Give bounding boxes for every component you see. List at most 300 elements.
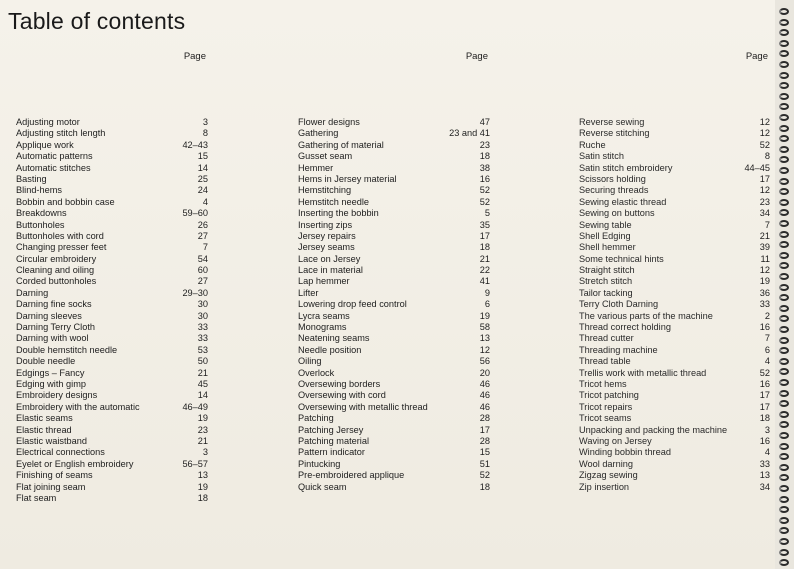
entry-page-number: 12 (759, 185, 770, 196)
page-column-header: Page (465, 51, 488, 62)
entry-title: Double hemstitch needle (16, 344, 118, 355)
entry-title: Patching Jersey (298, 424, 364, 435)
entry-page-number: 52 (479, 196, 490, 207)
binding-coil (779, 315, 789, 322)
binding-coil (779, 231, 789, 238)
index-entry (579, 254, 770, 265)
index-entry (16, 470, 208, 481)
index-entry (298, 163, 490, 174)
binding-coil (779, 337, 789, 344)
index-entry (16, 402, 208, 413)
index-entry (16, 299, 208, 310)
binding-coil (779, 156, 789, 163)
entry-page-number: 24 (197, 185, 208, 196)
index-entry (579, 128, 770, 139)
entry-page-number: 4 (202, 196, 208, 207)
entry-title: Reverse sewing (579, 117, 645, 127)
page-column-header: Page (745, 51, 768, 62)
entry-title: Sewing on buttons (579, 208, 655, 219)
entry-page-number: 30 (197, 299, 208, 310)
entry-title: Basting (16, 173, 47, 184)
entry-page-number: 4 (764, 447, 770, 458)
binding-coil (779, 474, 789, 481)
entry-title: Straight stitch (579, 265, 635, 276)
index-entry (579, 333, 770, 344)
entry-page-number: 58 (479, 322, 490, 333)
entry-title: Tricot hems (579, 378, 627, 389)
entry-title: Eyelet or English embroidery (16, 458, 134, 469)
index-column-1 (16, 50, 208, 504)
entry-title: Threading machine (579, 344, 658, 355)
entry-page-number: 13 (197, 470, 208, 481)
index-entry (579, 140, 770, 151)
entry-title: Quick seam (298, 481, 347, 492)
entry-title: Breakdowns (16, 208, 67, 219)
index-entry (16, 128, 208, 139)
entry-page-number: 22 (479, 265, 490, 276)
entry-title: Flat seam (16, 492, 57, 503)
binding-coil (779, 358, 789, 365)
index-entry (579, 197, 770, 208)
index-entry (298, 368, 490, 379)
entry-title: Satin stitch (579, 151, 624, 162)
entry-title: Edging with gimp (16, 378, 86, 389)
entry-title: Oversewing with cord (298, 390, 386, 401)
entry-title: Oiling (298, 356, 322, 367)
entry-page-number: 29–30 (182, 287, 208, 298)
index-entry (298, 413, 490, 424)
entry-page-number: 16 (759, 378, 770, 389)
index-entry (579, 436, 770, 447)
binding-coil (779, 178, 789, 185)
binding-coil (779, 559, 789, 566)
entry-page-number: 51 (479, 458, 490, 469)
binding-coil (779, 135, 789, 142)
entry-title: Tricot seams (579, 413, 632, 424)
entry-page-number: 44–45 (744, 162, 770, 173)
entry-page-number: 23 (759, 196, 770, 207)
entry-title: Thread correct holding (579, 322, 671, 333)
entry-page-number: 17 (479, 424, 490, 435)
entry-page-number: 18 (197, 492, 208, 503)
entry-page-number: 52 (479, 470, 490, 481)
entry-page-number: 12 (759, 117, 770, 127)
entry-page-number: 17 (759, 401, 770, 412)
entry-title: Ruche (579, 139, 606, 150)
entry-page-number: 38 (479, 162, 490, 173)
index-entry (579, 311, 770, 322)
entry-page-number: 19 (479, 310, 490, 321)
index-entry (298, 299, 490, 310)
entry-title: Circular embroidery (16, 253, 97, 264)
entry-page-number: 17 (759, 390, 770, 401)
index-entry (16, 288, 208, 299)
entry-page-number: 54 (197, 253, 208, 264)
binding-coil (779, 188, 789, 195)
entry-title: Hemstitching (298, 185, 352, 196)
entry-page-number: 46 (479, 378, 490, 389)
page-column-header: Page (183, 51, 206, 62)
binding-coil (779, 61, 789, 68)
entry-title: Winding bobbin thread (579, 447, 671, 458)
index-entry (579, 413, 770, 424)
index-entry (298, 117, 490, 128)
page-title: Table of contents (8, 8, 186, 34)
binding-coil (779, 411, 789, 418)
binding-coil (779, 103, 789, 110)
binding-coil (779, 72, 789, 79)
index-entry (16, 265, 208, 276)
entry-title: Satin stitch embroidery (579, 162, 673, 173)
entry-page-number: 18 (759, 413, 770, 424)
binding-coil (779, 220, 789, 227)
binding-coil (779, 506, 789, 513)
entry-title: Bobbin and bobbin case (16, 196, 115, 207)
entry-title: Darning Terry Cloth (16, 322, 95, 333)
entry-title: Inserting zips (298, 219, 353, 230)
entry-title: Hemmer (298, 162, 334, 173)
binding-coil (779, 347, 789, 354)
entry-page-number: 47 (479, 117, 490, 127)
entry-title: Edgings – Fancy (16, 367, 85, 378)
entry-title: Lap hemmer (298, 276, 350, 287)
entry-page-number: 46–49 (182, 401, 208, 412)
binding-coil (779, 294, 789, 301)
entry-page-number: 23 (479, 139, 490, 150)
entry-title: Pattern indicator (298, 447, 365, 458)
index-entry (16, 276, 208, 287)
entry-page-number: 17 (479, 230, 490, 241)
entry-page-number: 19 (197, 413, 208, 424)
index-entry (16, 379, 208, 390)
index-entry (298, 322, 490, 333)
binding-coil (779, 453, 789, 460)
entry-title: Buttonholes (16, 219, 65, 230)
index-entry (579, 242, 770, 253)
entry-title: Buttonholes with cord (16, 230, 104, 241)
index-entry (298, 288, 490, 299)
index-entry (16, 493, 208, 504)
entry-page-number: 34 (759, 481, 770, 492)
entry-page-number: 15 (479, 447, 490, 458)
entry-page-number: 11 (760, 253, 770, 264)
index-entry (16, 436, 208, 447)
entry-page-number: 16 (759, 435, 770, 446)
index-entry (579, 368, 770, 379)
entry-title: Zip insertion (579, 481, 630, 492)
entry-page-number: 59–60 (182, 208, 208, 219)
entry-title: Elastic waistband (16, 435, 87, 446)
entry-title: Blind-hems (16, 185, 62, 196)
binding-coil (779, 209, 789, 216)
spiral-binding (775, 0, 794, 569)
entry-title: Thread cutter (579, 333, 634, 344)
index-column-2 (298, 50, 490, 493)
entry-title: Embroidery with the automatic (16, 401, 140, 412)
index-entry (16, 185, 208, 196)
index-list (16, 117, 208, 504)
index-entry (16, 231, 208, 242)
index-entry (16, 140, 208, 151)
entry-title: Oversewing borders (298, 378, 381, 389)
binding-coil (779, 29, 789, 36)
binding-coil (779, 368, 789, 375)
entry-page-number: 14 (197, 390, 208, 401)
entry-page-number: 30 (197, 310, 208, 321)
binding-coil (779, 326, 789, 333)
entry-page-number: 27 (197, 230, 208, 241)
index-entry (579, 402, 770, 413)
entry-title: Lace in material (298, 265, 363, 276)
index-entry (16, 242, 208, 253)
entry-title: Securing threads (579, 185, 649, 196)
entry-page-number: 18 (479, 481, 490, 492)
entry-title: Oversewing with metallic thread (298, 401, 428, 412)
binding-coil (779, 114, 789, 121)
entry-title: Darning (16, 287, 49, 298)
entry-page-number: 26 (197, 219, 208, 230)
entry-title: Shell Edging (579, 230, 631, 241)
binding-coil (779, 305, 789, 312)
index-entry (16, 390, 208, 401)
entry-title: Cleaning and oiling (16, 265, 95, 276)
entry-page-number: 46 (479, 390, 490, 401)
entry-title: Neatening seams (298, 333, 370, 344)
entry-title: Gusset seam (298, 151, 353, 162)
index-entry (16, 345, 208, 356)
index-entry (298, 356, 490, 367)
index-entry (298, 402, 490, 413)
index-entry (298, 220, 490, 231)
entry-title: Gathering of material (298, 139, 384, 150)
entry-title: Hems in Jersey material (298, 173, 397, 184)
entry-title: Flat joining seam (16, 481, 86, 492)
index-entry (16, 208, 208, 219)
index-entry (298, 459, 490, 470)
binding-coil (779, 464, 789, 471)
index-entry (298, 265, 490, 276)
entry-page-number: 13 (479, 333, 490, 344)
index-entry (16, 163, 208, 174)
entry-page-number: 52 (479, 185, 490, 196)
entry-title: Adjusting stitch length (16, 128, 106, 139)
entry-page-number: 52 (759, 367, 770, 378)
entry-title: Lowering drop feed control (298, 299, 407, 310)
entry-title: Lycra seams (298, 310, 350, 321)
entry-page-number: 33 (759, 458, 770, 469)
index-entry (579, 185, 770, 196)
index-entry (16, 322, 208, 333)
index-entry (579, 322, 770, 333)
index-entry (16, 368, 208, 379)
index-entry (579, 265, 770, 276)
entry-title: Corded buttonholes (16, 276, 97, 287)
entry-title: Embroidery designs (16, 390, 98, 401)
index-entry (16, 151, 208, 162)
index-entry (579, 459, 770, 470)
entry-page-number: 8 (202, 128, 208, 139)
index-entry (579, 345, 770, 356)
entry-page-number: 41 (479, 276, 490, 287)
entry-title: Some technical hints (579, 253, 664, 264)
index-entry (16, 413, 208, 424)
entry-page-number: 13 (759, 470, 770, 481)
binding-coil (779, 93, 789, 100)
entry-title: Adjusting motor (16, 117, 80, 127)
index-entry (579, 174, 770, 185)
index-entry (298, 197, 490, 208)
index-entry (298, 151, 490, 162)
entry-title: Darning fine socks (16, 299, 92, 310)
index-entry (16, 220, 208, 231)
binding-coil (779, 146, 789, 153)
entry-page-number: 28 (479, 413, 490, 424)
binding-coil (779, 432, 789, 439)
index-entry (16, 482, 208, 493)
entry-page-number: 7 (764, 333, 770, 344)
index-entry (579, 163, 770, 174)
entry-page-number: 21 (479, 253, 490, 264)
entry-title: Sewing table (579, 219, 632, 230)
binding-coil (779, 8, 789, 15)
index-entry (16, 174, 208, 185)
index-entry (16, 425, 208, 436)
index-entry (579, 231, 770, 242)
entry-page-number: 42–43 (182, 139, 208, 150)
index-entry (298, 333, 490, 344)
entry-title: Double needle (16, 356, 76, 367)
index-entry (298, 390, 490, 401)
index-entry (298, 470, 490, 481)
entry-title: Gathering (298, 128, 339, 139)
index-entry (298, 276, 490, 287)
entry-page-number: 56–57 (182, 458, 208, 469)
index-entry (16, 333, 208, 344)
entry-page-number: 23 and 41 (449, 128, 490, 139)
index-entry (298, 345, 490, 356)
entry-page-number: 45 (197, 378, 208, 389)
index-entry (579, 117, 770, 128)
entry-title: Monograms (298, 322, 347, 333)
index-entry (579, 288, 770, 299)
entry-page-number: 8 (764, 151, 770, 162)
entry-title: Patching (298, 413, 334, 424)
index-list (298, 117, 490, 493)
index-entry (16, 356, 208, 367)
entry-title: Elastic seams (16, 413, 73, 424)
entry-page-number: 3 (764, 424, 770, 435)
entry-title: Hemstitch needle (298, 196, 369, 207)
entry-page-number: 6 (764, 344, 770, 355)
entry-page-number: 5 (484, 208, 490, 219)
entry-title: Overlock (298, 367, 335, 378)
entry-page-number: 34 (759, 208, 770, 219)
entry-page-number: 52 (759, 139, 770, 150)
index-entry (298, 185, 490, 196)
entry-title: Pre-embroidered applique (298, 470, 405, 481)
entry-title: Thread table (579, 356, 631, 367)
index-entry (298, 425, 490, 436)
entry-page-number: 33 (759, 299, 770, 310)
entry-page-number: 21 (197, 435, 208, 446)
binding-coil (779, 527, 789, 534)
entry-title: Jersey repairs (298, 230, 356, 241)
entry-title: Flower designs (298, 117, 360, 127)
entry-page-number: 6 (484, 299, 490, 310)
entry-title: Electrical connections (16, 447, 105, 458)
index-entry (579, 276, 770, 287)
entry-page-number: 50 (197, 356, 208, 367)
entry-title: Waving on Jersey (579, 435, 652, 446)
entry-page-number: 12 (759, 128, 770, 139)
entry-page-number: 14 (197, 162, 208, 173)
binding-coil (779, 241, 789, 248)
entry-page-number: 28 (479, 435, 490, 446)
index-entry (16, 254, 208, 265)
entry-title: Inserting the bobbin (298, 208, 379, 219)
entry-title: Tricot repairs (579, 401, 633, 412)
entry-page-number: 9 (484, 287, 490, 298)
index-entry (298, 379, 490, 390)
entry-title: Tricot patching (579, 390, 639, 401)
entry-page-number: 23 (197, 424, 208, 435)
entry-title: Lifter (298, 287, 319, 298)
index-entry (16, 117, 208, 128)
index-entry (298, 254, 490, 265)
entry-page-number: 3 (202, 447, 208, 458)
entry-title: Patching material (298, 435, 369, 446)
binding-coil (779, 252, 789, 259)
index-entry (579, 425, 770, 436)
binding-coil (779, 443, 789, 450)
binding-coil (779, 40, 789, 47)
entry-page-number: 12 (479, 344, 490, 355)
entry-title: Finishing of seams (16, 470, 93, 481)
entry-title: Sewing elastic thread (579, 196, 667, 207)
entry-page-number: 3 (202, 117, 208, 127)
entry-page-number: 56 (479, 356, 490, 367)
entry-title: Darning sleeves (16, 310, 82, 321)
entry-page-number: 17 (759, 173, 770, 184)
binding-coil (779, 19, 789, 26)
entry-page-number: 18 (479, 151, 490, 162)
index-entry (579, 390, 770, 401)
entry-page-number: 46 (479, 401, 490, 412)
entry-page-number: 36 (759, 287, 770, 298)
entry-title: Reverse stitching (579, 128, 650, 139)
entry-page-number: 33 (197, 333, 208, 344)
entry-title: Wool darning (579, 458, 633, 469)
index-entry (298, 231, 490, 242)
index-column-3 (579, 50, 770, 493)
entry-title: Needle position (298, 344, 362, 355)
index-entry (16, 459, 208, 470)
index-entry (16, 447, 208, 458)
index-entry (579, 379, 770, 390)
entry-title: Applique work (16, 139, 74, 150)
index-entry (298, 128, 490, 139)
index-entry (298, 482, 490, 493)
entry-page-number: 33 (197, 322, 208, 333)
index-entry (16, 197, 208, 208)
entry-title: Jersey seams (298, 242, 355, 253)
entry-title: Changing presser feet (16, 242, 107, 253)
index-entry (298, 447, 490, 458)
entry-page-number: 15 (197, 151, 208, 162)
entry-page-number: 25 (197, 173, 208, 184)
entry-title: Terry Cloth Darning (579, 299, 659, 310)
entry-title: Pintucking (298, 458, 341, 469)
